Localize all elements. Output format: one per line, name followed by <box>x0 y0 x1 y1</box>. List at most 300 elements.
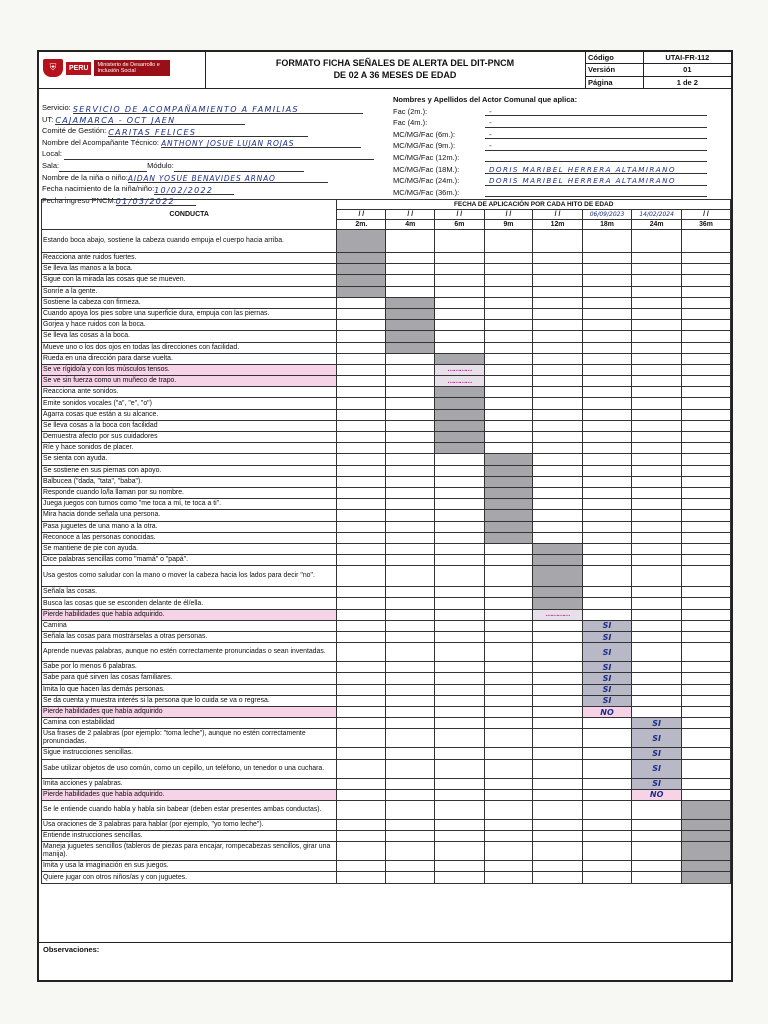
response-cell[interactable] <box>386 387 435 398</box>
response-cell[interactable] <box>337 598 386 609</box>
response-cell[interactable] <box>632 510 682 521</box>
response-cell[interactable] <box>632 443 682 454</box>
response-cell[interactable] <box>533 364 582 375</box>
response-cell[interactable] <box>435 759 484 778</box>
response-cell[interactable] <box>582 861 632 872</box>
response-cell[interactable] <box>337 587 386 598</box>
response-cell[interactable] <box>533 320 582 331</box>
response-cell[interactable] <box>386 872 435 883</box>
response-cell[interactable] <box>681 729 730 748</box>
response-cell[interactable] <box>681 543 730 554</box>
actor-row-value[interactable]: - <box>489 118 493 128</box>
actor-row-value[interactable]: DORIS MARIBEL HERRERA ALTAMIRANO <box>489 176 676 186</box>
response-cell[interactable] <box>632 465 682 476</box>
response-cell[interactable] <box>582 609 632 620</box>
response-cell[interactable] <box>386 353 435 364</box>
response-cell[interactable] <box>435 684 484 695</box>
actor-row-value[interactable]: DORIS MARIBEL HERRERA ALTAMIRANO <box>489 164 676 174</box>
response-cell[interactable] <box>435 499 484 510</box>
response-cell[interactable] <box>386 476 435 487</box>
response-cell[interactable] <box>681 499 730 510</box>
response-cell[interactable] <box>533 398 582 409</box>
response-cell[interactable] <box>386 308 435 319</box>
response-cell[interactable] <box>681 521 730 532</box>
response-cell[interactable] <box>435 620 484 631</box>
local-field[interactable] <box>64 150 374 160</box>
response-cell[interactable] <box>582 819 632 830</box>
response-cell[interactable] <box>632 420 682 431</box>
response-cell[interactable] <box>533 872 582 883</box>
response-cell[interactable] <box>484 662 533 673</box>
response-cell[interactable] <box>435 364 484 375</box>
response-cell[interactable] <box>484 499 533 510</box>
response-cell[interactable] <box>632 432 682 443</box>
response-cell[interactable] <box>337 465 386 476</box>
response-cell[interactable] <box>582 286 632 297</box>
response-cell[interactable] <box>337 487 386 498</box>
response-cell[interactable] <box>582 684 632 695</box>
response-cell[interactable] <box>435 398 484 409</box>
response-cell[interactable] <box>484 543 533 554</box>
response-cell[interactable] <box>632 748 682 759</box>
response-cell[interactable] <box>582 275 632 286</box>
response-cell[interactable] <box>484 409 533 420</box>
response-cell[interactable] <box>533 673 582 684</box>
response-cell[interactable] <box>533 476 582 487</box>
response-cell[interactable] <box>632 297 682 308</box>
response-cell[interactable] <box>435 748 484 759</box>
response-cell[interactable] <box>533 632 582 643</box>
response-cell[interactable] <box>337 308 386 319</box>
response-cell[interactable] <box>337 609 386 620</box>
response-cell[interactable] <box>484 609 533 620</box>
response-cell[interactable] <box>533 819 582 830</box>
response-cell[interactable] <box>533 286 582 297</box>
response-cell[interactable] <box>435 800 484 819</box>
response-cell[interactable] <box>681 286 730 297</box>
response-cell[interactable] <box>632 398 682 409</box>
response-cell[interactable] <box>582 487 632 498</box>
comite-value[interactable]: CARITAS FELICES <box>108 127 197 137</box>
response-cell[interactable] <box>533 748 582 759</box>
response-cell[interactable] <box>533 454 582 465</box>
response-cell[interactable] <box>386 253 435 264</box>
response-cell[interactable] <box>681 831 730 842</box>
response-cell[interactable] <box>484 376 533 387</box>
response-cell[interactable] <box>632 566 682 587</box>
response-cell[interactable] <box>484 230 533 253</box>
actor-row-value[interactable]: - <box>489 141 493 151</box>
response-cell[interactable] <box>386 230 435 253</box>
response-cell[interactable] <box>582 264 632 275</box>
response-cell[interactable] <box>435 353 484 364</box>
response-cell[interactable] <box>632 800 682 819</box>
response-cell[interactable] <box>582 320 632 331</box>
response-cell[interactable] <box>533 566 582 587</box>
response-cell[interactable] <box>582 398 632 409</box>
acompanante-value[interactable]: ANTHONY JOSUE LUJAN ROJAS <box>161 139 295 149</box>
response-cell[interactable] <box>582 662 632 673</box>
response-cell[interactable] <box>386 487 435 498</box>
response-cell[interactable] <box>386 342 435 353</box>
response-cell[interactable] <box>435 487 484 498</box>
response-cell[interactable] <box>533 342 582 353</box>
response-cell[interactable] <box>484 521 533 532</box>
response-cell[interactable] <box>681 695 730 706</box>
response-cell[interactable] <box>337 842 386 861</box>
response-cell[interactable] <box>337 819 386 830</box>
response-cell[interactable] <box>435 275 484 286</box>
response-cell[interactable] <box>337 706 386 717</box>
response-cell[interactable] <box>681 364 730 375</box>
response-cell[interactable] <box>484 598 533 609</box>
response-cell[interactable] <box>533 643 582 662</box>
response-cell[interactable] <box>337 620 386 631</box>
response-cell[interactable] <box>337 521 386 532</box>
response-cell[interactable] <box>632 632 682 643</box>
response-cell[interactable] <box>533 706 582 717</box>
response-cell[interactable] <box>337 230 386 253</box>
date-cell[interactable] <box>386 210 435 220</box>
response-cell[interactable] <box>337 331 386 342</box>
response-cell[interactable] <box>337 420 386 431</box>
response-cell[interactable] <box>582 872 632 883</box>
response-cell[interactable] <box>533 729 582 748</box>
response-cell[interactable] <box>435 532 484 543</box>
response-cell[interactable] <box>582 454 632 465</box>
response-cell[interactable] <box>632 253 682 264</box>
response-cell[interactable] <box>582 759 632 778</box>
response-cell[interactable] <box>435 778 484 789</box>
response-cell[interactable] <box>632 789 682 800</box>
response-cell[interactable] <box>484 308 533 319</box>
response-cell[interactable] <box>533 420 582 431</box>
ut-value[interactable]: CAJAMARCA - OCT JAEN <box>55 116 176 126</box>
response-cell[interactable] <box>386 662 435 673</box>
response-cell[interactable] <box>386 532 435 543</box>
response-cell[interactable] <box>337 662 386 673</box>
response-cell[interactable] <box>632 499 682 510</box>
response-cell[interactable] <box>337 778 386 789</box>
response-cell[interactable] <box>435 819 484 830</box>
date-cell[interactable] <box>435 210 484 220</box>
response-cell[interactable] <box>484 476 533 487</box>
response-cell[interactable] <box>484 789 533 800</box>
response-cell[interactable] <box>632 729 682 748</box>
response-cell[interactable] <box>632 275 682 286</box>
response-cell[interactable] <box>632 842 682 861</box>
response-cell[interactable] <box>435 706 484 717</box>
response-cell[interactable] <box>386 409 435 420</box>
response-cell[interactable] <box>484 420 533 431</box>
response-cell[interactable] <box>533 331 582 342</box>
response-cell[interactable] <box>337 566 386 587</box>
response-cell[interactable] <box>533 543 582 554</box>
response-cell[interactable] <box>632 831 682 842</box>
response-cell[interactable] <box>484 778 533 789</box>
response-cell[interactable] <box>632 718 682 729</box>
response-cell[interactable] <box>632 778 682 789</box>
response-cell[interactable] <box>386 587 435 598</box>
response-cell[interactable] <box>533 609 582 620</box>
response-cell[interactable] <box>484 487 533 498</box>
ingreso-value[interactable]: 01/03/2022 <box>115 197 175 207</box>
response-cell[interactable] <box>582 465 632 476</box>
response-cell[interactable] <box>533 353 582 364</box>
response-cell[interactable] <box>337 532 386 543</box>
response-cell[interactable] <box>681 718 730 729</box>
response-cell[interactable] <box>582 620 632 631</box>
actor-row-value[interactable] <box>485 188 489 197</box>
response-cell[interactable] <box>337 643 386 662</box>
response-cell[interactable] <box>582 364 632 375</box>
response-cell[interactable] <box>484 587 533 598</box>
response-cell[interactable] <box>533 510 582 521</box>
response-cell[interactable] <box>435 409 484 420</box>
response-cell[interactable] <box>386 643 435 662</box>
response-cell[interactable] <box>386 364 435 375</box>
response-cell[interactable] <box>582 718 632 729</box>
response-cell[interactable] <box>386 297 435 308</box>
response-cell[interactable] <box>632 543 682 554</box>
actor-row-line[interactable] <box>485 140 707 151</box>
response-cell[interactable] <box>337 264 386 275</box>
response-cell[interactable] <box>632 476 682 487</box>
response-cell[interactable] <box>632 759 682 778</box>
response-cell[interactable] <box>386 759 435 778</box>
response-cell[interactable] <box>386 789 435 800</box>
response-cell[interactable] <box>632 872 682 883</box>
response-cell[interactable] <box>435 420 484 431</box>
response-cell[interactable] <box>681 819 730 830</box>
response-cell[interactable] <box>386 499 435 510</box>
response-cell[interactable] <box>337 353 386 364</box>
response-cell[interactable] <box>582 729 632 748</box>
response-cell[interactable] <box>681 620 730 631</box>
response-cell[interactable] <box>632 342 682 353</box>
response-cell[interactable] <box>533 587 582 598</box>
response-cell[interactable] <box>386 510 435 521</box>
actor-row-line[interactable] <box>485 129 707 140</box>
response-cell[interactable] <box>484 620 533 631</box>
response-cell[interactable] <box>386 831 435 842</box>
response-cell[interactable] <box>386 465 435 476</box>
actor-row-line[interactable] <box>485 106 707 117</box>
response-cell[interactable] <box>386 566 435 587</box>
response-cell[interactable] <box>632 353 682 364</box>
response-cell[interactable] <box>582 476 632 487</box>
response-cell[interactable] <box>435 673 484 684</box>
nino-value[interactable]: AIDAN YOSUE BENAVIDES ARNAO <box>127 174 276 184</box>
response-cell[interactable] <box>533 521 582 532</box>
response-cell[interactable] <box>337 831 386 842</box>
response-cell[interactable] <box>632 320 682 331</box>
response-cell[interactable] <box>582 748 632 759</box>
response-cell[interactable] <box>484 331 533 342</box>
response-cell[interactable] <box>484 364 533 375</box>
response-cell[interactable] <box>386 729 435 748</box>
response-cell[interactable] <box>337 861 386 872</box>
response-cell[interactable] <box>681 342 730 353</box>
response-cell[interactable] <box>337 789 386 800</box>
response-cell[interactable] <box>582 409 632 420</box>
response-cell[interactable] <box>681 320 730 331</box>
response-cell[interactable] <box>533 532 582 543</box>
response-cell[interactable] <box>632 409 682 420</box>
response-cell[interactable] <box>337 297 386 308</box>
response-cell[interactable] <box>681 510 730 521</box>
date-cell[interactable] <box>681 210 730 220</box>
response-cell[interactable] <box>386 598 435 609</box>
response-cell[interactable] <box>435 308 484 319</box>
response-cell[interactable] <box>484 398 533 409</box>
response-cell[interactable] <box>632 376 682 387</box>
response-cell[interactable] <box>533 695 582 706</box>
response-cell[interactable] <box>435 286 484 297</box>
response-cell[interactable] <box>681 778 730 789</box>
response-cell[interactable] <box>435 331 484 342</box>
response-cell[interactable] <box>435 789 484 800</box>
response-cell[interactable] <box>533 684 582 695</box>
response-cell[interactable] <box>632 454 682 465</box>
response-cell[interactable] <box>681 789 730 800</box>
response-cell[interactable] <box>484 861 533 872</box>
response-cell[interactable] <box>582 376 632 387</box>
response-cell[interactable] <box>435 230 484 253</box>
response-cell[interactable] <box>582 342 632 353</box>
response-cell[interactable] <box>484 566 533 587</box>
response-cell[interactable] <box>337 543 386 554</box>
response-cell[interactable] <box>681 443 730 454</box>
response-cell[interactable] <box>337 632 386 643</box>
response-cell[interactable] <box>632 331 682 342</box>
response-cell[interactable] <box>484 510 533 521</box>
response-cell[interactable] <box>435 376 484 387</box>
response-cell[interactable] <box>337 320 386 331</box>
response-cell[interactable] <box>533 778 582 789</box>
response-cell[interactable] <box>582 587 632 598</box>
sala-field[interactable] <box>59 162 147 172</box>
response-cell[interactable] <box>386 376 435 387</box>
response-cell[interactable] <box>632 861 682 872</box>
response-cell[interactable] <box>386 842 435 861</box>
response-cell[interactable] <box>681 487 730 498</box>
response-cell[interactable] <box>435 872 484 883</box>
response-cell[interactable] <box>681 465 730 476</box>
response-cell[interactable] <box>435 443 484 454</box>
response-cell[interactable] <box>337 364 386 375</box>
response-cell[interactable] <box>484 320 533 331</box>
response-cell[interactable] <box>582 831 632 842</box>
response-cell[interactable] <box>484 342 533 353</box>
response-cell[interactable] <box>681 230 730 253</box>
response-cell[interactable] <box>681 861 730 872</box>
response-cell[interactable] <box>435 842 484 861</box>
response-cell[interactable] <box>386 684 435 695</box>
response-cell[interactable] <box>681 800 730 819</box>
date-cell[interactable] <box>484 210 533 220</box>
response-cell[interactable] <box>582 532 632 543</box>
response-cell[interactable] <box>681 759 730 778</box>
response-cell[interactable] <box>386 620 435 631</box>
response-cell[interactable] <box>681 420 730 431</box>
response-cell[interactable] <box>484 748 533 759</box>
response-cell[interactable] <box>435 510 484 521</box>
response-cell[interactable] <box>386 443 435 454</box>
response-cell[interactable] <box>681 432 730 443</box>
actor-row-line[interactable] <box>485 117 707 128</box>
response-cell[interactable] <box>582 800 632 819</box>
response-cell[interactable] <box>435 643 484 662</box>
response-cell[interactable] <box>632 521 682 532</box>
response-cell[interactable] <box>435 831 484 842</box>
response-cell[interactable] <box>386 778 435 789</box>
response-cell[interactable] <box>484 643 533 662</box>
response-cell[interactable] <box>582 555 632 566</box>
response-cell[interactable] <box>435 718 484 729</box>
response-cell[interactable] <box>484 800 533 819</box>
response-cell[interactable] <box>582 297 632 308</box>
actor-row-value[interactable]: - <box>489 106 493 116</box>
actor-row-value[interactable]: - <box>489 129 493 139</box>
response-cell[interactable] <box>484 253 533 264</box>
response-cell[interactable] <box>582 566 632 587</box>
response-cell[interactable] <box>386 420 435 431</box>
response-cell[interactable] <box>681 555 730 566</box>
response-cell[interactable] <box>386 609 435 620</box>
response-cell[interactable] <box>386 718 435 729</box>
response-cell[interactable] <box>681 598 730 609</box>
response-cell[interactable] <box>386 748 435 759</box>
response-cell[interactable] <box>632 387 682 398</box>
response-cell[interactable] <box>484 432 533 443</box>
response-cell[interactable] <box>337 695 386 706</box>
response-cell[interactable] <box>681 264 730 275</box>
response-cell[interactable] <box>582 308 632 319</box>
response-cell[interactable] <box>484 759 533 778</box>
response-cell[interactable] <box>337 342 386 353</box>
response-cell[interactable] <box>337 729 386 748</box>
nacimiento-value[interactable]: 10/02/2022 <box>154 185 214 195</box>
response-cell[interactable] <box>337 398 386 409</box>
response-cell[interactable] <box>337 718 386 729</box>
response-cell[interactable] <box>386 706 435 717</box>
response-cell[interactable] <box>582 673 632 684</box>
response-cell[interactable] <box>681 398 730 409</box>
response-cell[interactable] <box>337 673 386 684</box>
response-cell[interactable] <box>337 800 386 819</box>
response-cell[interactable] <box>435 695 484 706</box>
response-cell[interactable] <box>681 662 730 673</box>
response-cell[interactable] <box>681 476 730 487</box>
response-cell[interactable] <box>681 253 730 264</box>
actor-row-line[interactable] <box>485 152 707 163</box>
response-cell[interactable] <box>681 566 730 587</box>
response-cell[interactable] <box>681 684 730 695</box>
response-cell[interactable] <box>386 331 435 342</box>
response-cell[interactable] <box>681 643 730 662</box>
response-cell[interactable] <box>582 543 632 554</box>
response-cell[interactable] <box>435 587 484 598</box>
response-cell[interactable] <box>484 275 533 286</box>
response-cell[interactable] <box>582 331 632 342</box>
response-cell[interactable] <box>632 587 682 598</box>
actor-row-line[interactable] <box>485 164 707 175</box>
response-cell[interactable] <box>435 555 484 566</box>
response-cell[interactable] <box>337 253 386 264</box>
response-cell[interactable] <box>337 499 386 510</box>
response-cell[interactable] <box>435 432 484 443</box>
